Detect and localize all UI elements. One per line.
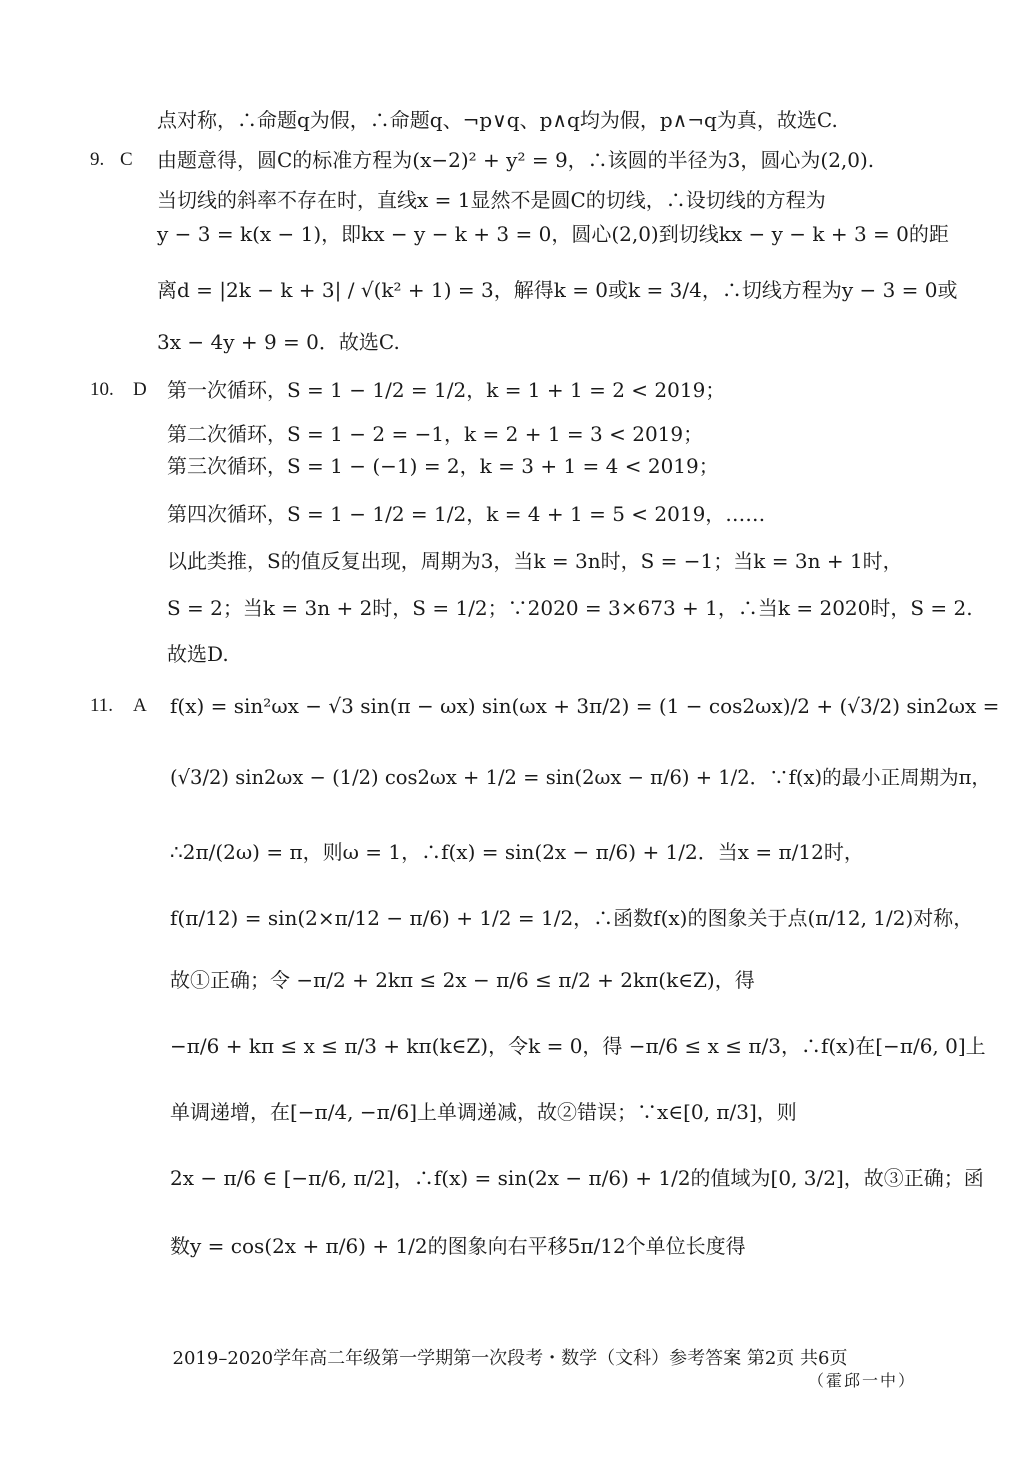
text-line: f(x) = sin²ωx − √3 sin(π − ωx) sin(ωx + 3π/2) = (1 − cos2ωx)/2 + (√3/2) sin2ωx = [170,694,1000,718]
text-line: S = 2；当k = 3n + 2时，S = 1/2；∵2020 = 3×673 + 1，∴当k = 2020时，S = 2. [167,596,973,620]
text-line: f(π/12) = sin(2×π/12 − π/6) + 1/2 = 1/2，∴函数f(x)的图象关于点(π/12, 1/2)对称， [170,906,974,930]
text-line: 离d = |2k − k + 3| / √(k² + 1) = 3，解得k = 0或k = 3/4，∴切线方程为y − 3 = 0或 [157,278,958,302]
item-number: 10. [90,379,114,400]
text-line: 故①正确；令 −π/2 + 2kπ ≤ 2x − π/6 ≤ π/2 + 2kπ(k∈Z)，得 [170,968,755,992]
item-answer: D [133,379,147,400]
text-line: 数y = cos(2x + π/6) + 1/2的图象向右平移5π/12个单位长度得 [170,1234,746,1258]
item-number: 9. [90,149,105,170]
item-answer: C [120,149,133,170]
text-line: 第二次循环，S = 1 − 2 = −1，k = 2 + 1 = 3 < 2019； [167,422,704,446]
item-answer: A [133,695,147,716]
school-name: （霍邱一中） [808,1371,917,1390]
text-line: 第三次循环，S = 1 − (−1) = 2，k = 3 + 1 = 4 < 2019； [167,454,719,478]
item-number: 11. [90,695,114,716]
text-line: 以此类推，S的值反复出现，周期为3，当k = 3n时，S = −1；当k = 3n + 1时， [167,549,903,573]
text-line: 3x − 4y + 9 = 0．故选C. [157,330,400,354]
text-line: y − 3 = k(x − 1)，即kx − y − k + 3 = 0，圆心(2,0)到切线kx − y − k + 3 = 0的距 [157,222,949,246]
text-line: 由题意得，圆C的标准方程为(x−2)² + y² = 9，∴该圆的半径为3，圆心为(2,0). [157,148,875,172]
text-line: 第一次循环，S = 1 − 1/2 = 1/2，k = 1 + 1 = 2 < 2019； [167,378,726,402]
text-line: −π/6 + kπ ≤ x ≤ π/3 + kπ(k∈Z)，令k = 0，得 −π/6 ≤ x ≤ π/3，∴f(x)在[−π/6, 0]上 [170,1034,986,1058]
text-line: ∴2π/(2ω) = π，则ω = 1，∴f(x) = sin(2x − π/6) + 1/2．当x = π/12时， [170,840,864,864]
text-line: 2x − π/6 ∈ [−π/6, π/2]，∴f(x) = sin(2x − π/6) + 1/2的值域为[0, 3/2]，故③正确；函 [170,1166,984,1190]
text-line: (√3/2) sin2ωx − (1/2) cos2ωx + 1/2 = sin(2ωx − π/6) + 1/2．∵f(x)的最小正周期为π， [170,766,991,789]
text-line: 当切线的斜率不存在时，直线x = 1显然不是圆C的切线，∴设切线的方程为 [157,188,826,212]
page-footer: 2019–2020学年高二年级第一学期第一次段考・数学（文科）参考答案 第2页 共6页 [172,1348,848,1369]
text-line: 点对称，∴命题q为假，∴命题q、¬p∨q、p∧q均为假，p∧¬q为真，故选C. [157,108,838,132]
text-line: 故选D. [167,642,229,666]
text-line: 单调递增，在[−π/4, −π/6]上单调递减，故②错误；∵x∈[0, π/3]，则 [170,1100,797,1124]
text-line: 第四次循环，S = 1 − 1/2 = 1/2，k = 4 + 1 = 5 < 2019，…… [167,502,766,526]
